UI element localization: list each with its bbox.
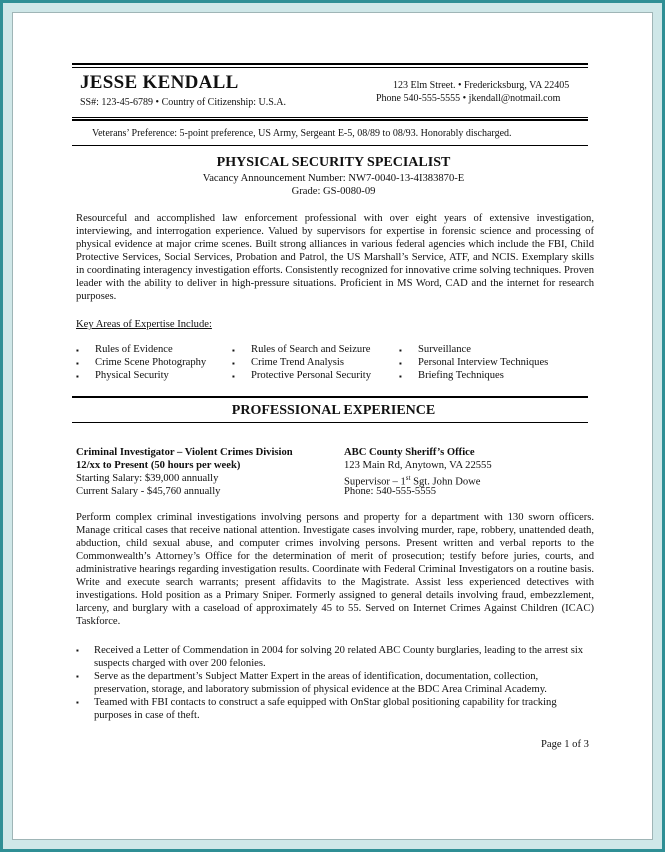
page-frame bbox=[3, 3, 662, 849]
job-dates: 12/xx to Present (50 hours per week) bbox=[76, 460, 241, 472]
vacancy-number: Vacancy Announcement Number: NW7-0040-13-4I383870-E bbox=[202, 173, 465, 184]
current-salary: Current Salary - $45,760 annually bbox=[76, 486, 221, 498]
header-top-rule-thin bbox=[72, 67, 588, 68]
employer-name: ABC County Sheriff’s Office bbox=[344, 447, 475, 458]
grade: Grade: GS-0080-09 bbox=[291, 186, 376, 197]
veterans-rule bbox=[72, 145, 588, 146]
employer-phone: Phone: 540-555-5555 bbox=[344, 486, 437, 498]
contact-line: Phone 540-555-5555 • jkendall@notmail.com bbox=[376, 93, 561, 104]
candidate-name: JESSE KENDALL bbox=[80, 72, 239, 93]
experience-bottom-rule bbox=[72, 422, 588, 423]
achievement-item: ▪ Received a Letter of Commendation in 2004 for solving 20 related ABC County burglaries, leading to the arrest six suspects charged with over 200 felonies. bbox=[76, 645, 584, 670]
job-details-right bbox=[344, 446, 492, 498]
employer-address: 123 Main Rd, Anytown, VA 22555 bbox=[344, 460, 492, 472]
achievement-item: ▪ Teamed with FBI contacts to construct a safe equipped with OnStar global positioning capability for tracking purposes in case of theft. bbox=[76, 697, 557, 722]
header-top-rule bbox=[72, 63, 588, 65]
job-description: Perform complex criminal investigations involving persons and property for a department with 130 sworn officers. Manage critical cases that receive national attention. Investigate cases involving murder, rape, robbery, unattended death, abduction, child sexual abuse, and computer crimes involving persons. Present written and verbal reports to the Commonwealth’s Attorney’s Office for the determination of merit of prosecution; testify before juries, courts, and administrative hearings regarding investigation results. Coordinate with Federal Criminal Investigators on a routine basis. Write and execute search warrants; present affidavits to the Magistrate. Assist less experienced detectives with investigations. Hold position as a Primary Sniper. Formerly assigned to general details involving fraud, embezzlement, larceny, and burglary with a caseload of approximately 45 to 55. Served on Internet Crimes Against Children (ICAC) Taskforce. bbox=[76, 512, 594, 628]
professional-summary: Resourceful and accomplished law enforcement professional with over eight years of extensive investigation, interviewing, and interrogation experience. Valued by supervisors for expertise in forensic science and processing of physical evidence at major crime scenes. Built strong alliances in various federal agencies which include the FBI, Child Protective Services, Social Services, Probation and Patrol, the US Marshall’s Service, ATF, and NCIS. Exemplary skills in coordinating interagency investigation efforts. Consistently recognized for innovative crime solving techniques. Proven leader with the ability to deliver in high-pressure situations. Proficient in MS Word, CAD and the internet for research purposes. bbox=[76, 213, 594, 303]
starting-salary: Starting Salary: $39,000 annually bbox=[76, 473, 219, 485]
achievements-list bbox=[76, 644, 594, 722]
experience-top-rule bbox=[72, 396, 588, 398]
achievement-item: ▪ Serve as the department’s Subject Matter Expert in the areas of identification, documentation, collection, preservation, storage, and laboratory submission of physical evidence at the BDC Area Criminal Academy. bbox=[76, 671, 547, 696]
address-line: 123 Elm Street. • Fredericksburg, VA 22405 bbox=[393, 80, 570, 91]
supervisor: Supervisor – 1st Sgt. John Dowe bbox=[344, 474, 481, 488]
id-line: SS#: 123-45-6789 • Country of Citizenship: U.S.A. bbox=[80, 97, 287, 108]
job-title: Criminal Investigator – Violent Crimes Division bbox=[76, 447, 293, 458]
position-title: PHYSICAL SECURITY SPECIALIST bbox=[216, 155, 451, 170]
veterans-preference: Veterans’ Preference: 5-point preference, US Army, Sergeant E-5, 08/89 to 08/93. Honorably discharged. bbox=[92, 128, 512, 139]
job-details-left bbox=[76, 446, 293, 498]
page-number: Page 1 of 3 bbox=[541, 739, 589, 750]
header-bottom-rule bbox=[72, 117, 588, 118]
experience-heading: PROFESSIONAL EXPERIENCE bbox=[231, 403, 436, 418]
expertise-heading: Key Areas of Expertise Include: bbox=[76, 319, 212, 330]
header-bottom-rule-thick bbox=[72, 119, 588, 121]
resume-page: JESSE KENDALL SS#: 123-45-6789 • Country of Citizenship: U.S.A. 123 Elm Street. • Fredericksburg, VA 22405 Phone 540-555-5555 • jkendall@notmail.com Veterans’ Preference: 5-point preference, US Army, Sergeant E-5, 08/89 to 08/93. Honorably discharged. PHYSICAL SECURITY SPECIALIST Vacancy Announcement Number: NW7-0040-13-4I383870-E Grade: GS-0080-09 Resourceful and accomplished law enforcement professional with over eight years of extensive investigation, interviewing, and interrogation experience. Valued by supervisors for expertise in forensic science and processing of physical evidence at major crime scenes. Built strong alliances in various federal agencies which include the FBI, Child Protective Services, Social Services, Probation and Patrol, the US Marshall’s Service, ATF, and NCIS. Exemplary skills in coordinating interagency investigation efforts. Consistently recognized for innovative crime solving techniques. Proven leader with the ability to deliver in high-pressure situations. Proficient in MS Word, CAD and the internet for research purposes. Key Areas of Expertise Include: ▪ Rules of Evidence ▪ Crime Scene Photography ▪ Physical Security ▪ Rules of Search and Seizure ▪ Crime Trend Analysis ▪ Protective Personal Security ▪ Surveillance ▪ Personal Interview Techniques ▪ Briefing Techniques PROFESSIONAL EXPERIENCE Criminal Investigator – Violent Crimes Division 12/xx to Present (50 hours per week) Starting Salary: $39,000 annually Current Salary - $45,760 annually ABC County Sheriff’s Office 123 Main Rd, Anytown, VA 22555 Supervisor – 1st Sgt. John Dowe Phone: 540-555-5555 Perform complex criminal investigations involving persons and property for a department with 130 sworn officers. Manage critical cases that receive national attention. Investigate cases involving murder, rape, robbery, unattended death, abduction, child sexual abuse, and computer crimes involving persons. Present written and verbal reports to the Commonwealth’s Attorney’s Office for the determination of merit of prosecution; testify before juries, courts, and administrative hearings regarding investigation results. Coordinate with Federal Criminal Investigators on a routine basis. Write and execute search warrants; present affidavits to the Magistrate. Assist less experienced detectives with investigations. Hold position as a Primary Sniper. Formerly assigned to general details involving fraud, embezzlement, larceny, and burglary with a caseload of approximately 45 to 55. Served on Internet Crimes Against Children (ICAC) Taskforce. ▪ Received a Letter of Commendation in 2004 for solving 20 related ABC County burglaries, leading to the arrest six suspects charged with over 200 felonies. ▪ Serve as the department’s Subject Matter Expert in the areas of identification, documentation, collection, preservation, storage, and laboratory submission of physical evidence at the BDC Area Criminal Academy. ▪ Teamed with FBI contacts to construct a safe equipped with OnStar global positioning capability for tracking purposes in case of theft. Page 1 of 3 bbox=[12, 12, 653, 840]
